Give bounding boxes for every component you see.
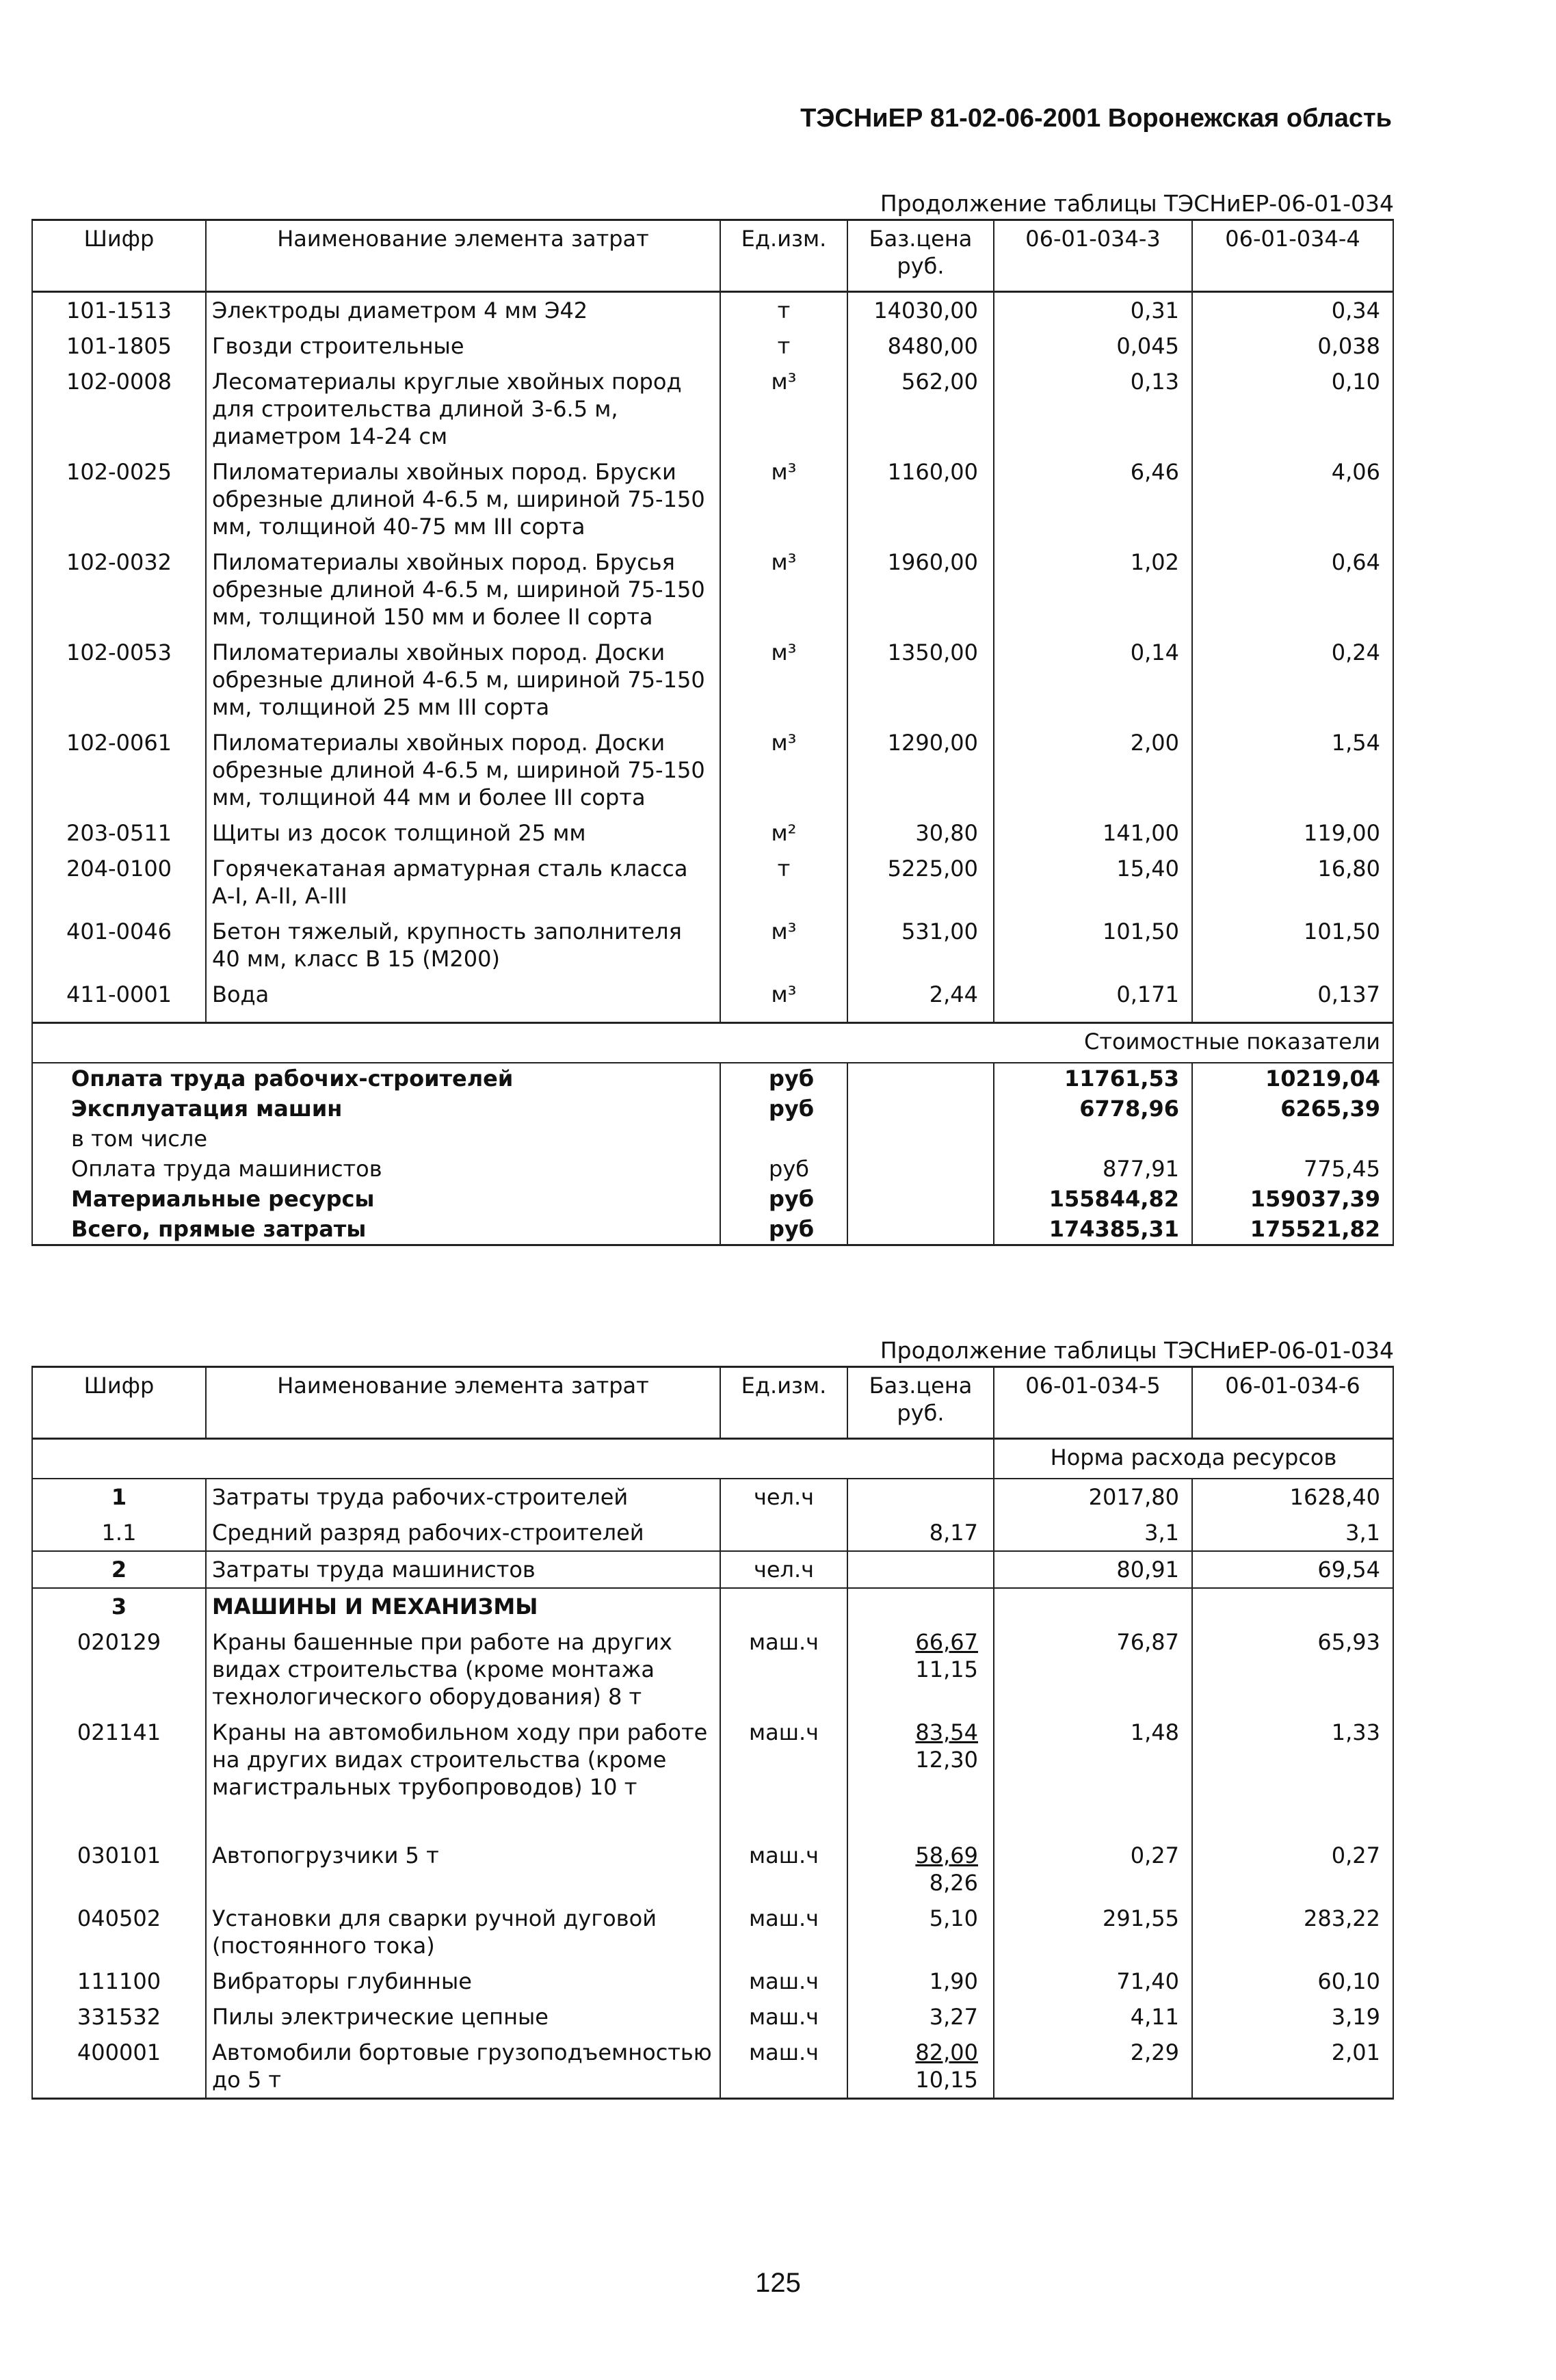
resources-section-label: Норма расхода ресурсов [994, 1439, 1393, 1479]
cost-unit: руб [720, 1094, 847, 1124]
norm-value: 1628,40 [1192, 1479, 1393, 1515]
table2-header-row [32, 1367, 1393, 1439]
norm-value [1192, 1588, 1393, 1624]
norm-value: 0,31 [994, 292, 1192, 329]
base-price: 1290,00 [847, 725, 994, 815]
table-row [32, 292, 1393, 329]
norm-value: 0,10 [1192, 364, 1393, 454]
base-price-value: 82,00 [915, 2039, 978, 2065]
resource-code: 204-0100 [32, 851, 206, 914]
norm-value: 0,24 [1192, 635, 1393, 725]
table-row [32, 1964, 1393, 1999]
table-row [32, 364, 1393, 454]
resource-unit: т [720, 851, 847, 914]
resource-name: Щиты из досок толщиной 25 мм [206, 815, 720, 851]
resource-unit: маш.ч [720, 1838, 847, 1901]
resource-unit: маш.ч [720, 1964, 847, 1999]
col-header-name: Наименование элемента затрат [206, 1367, 720, 1439]
resource-name: Краны на автомобильном ходу при работе на других видах строительства (кроме магистральных трубопроводов) 10 т [206, 1715, 720, 1838]
resource-name: Краны башенные при работе на других видах строительства (кроме монтажа технологического оборудования) 8 т [206, 1624, 720, 1715]
resource-unit: м² [720, 815, 847, 851]
operator-wage-value: 8,26 [929, 1870, 978, 1896]
resource-unit: маш.ч [720, 1624, 847, 1715]
resource-code: 1 [32, 1479, 206, 1515]
table-row [32, 1999, 1393, 2035]
resource-code: 2 [32, 1551, 206, 1588]
base-price-value: 5,10 [929, 1905, 978, 1931]
resources-table [31, 1366, 1394, 2100]
base-price-value: 83,54 [915, 1719, 978, 1745]
table-row [32, 977, 1393, 1023]
cost-value: 155844,82 [994, 1184, 1192, 1214]
base-price [847, 1551, 994, 1588]
resource-code: 021141 [32, 1715, 206, 1838]
norm-value: 1,33 [1192, 1715, 1393, 1838]
cost-row [32, 1063, 1393, 1094]
norm-value: 0,14 [994, 635, 1192, 725]
table-row [32, 328, 1393, 364]
resource-code: 1.1 [32, 1515, 206, 1551]
resource-name: Бетон тяжелый, крупность заполнителя 40 мм, класс В 15 (М200) [206, 914, 720, 977]
norm-value: 0,045 [994, 328, 1192, 364]
table-row [32, 851, 1393, 914]
resource-unit: маш.ч [720, 2035, 847, 2099]
resource-code: 020129 [32, 1624, 206, 1715]
cost-value: 6265,39 [1192, 1094, 1393, 1124]
resource-name: Пиломатериалы хвойных пород. Бруски обрезные длиной 4-6.5 м, шириной 75-150 мм, толщиной 40-75 мм III сорта [206, 454, 720, 544]
base-price-value: 66,67 [915, 1629, 978, 1655]
cost-value: 174385,31 [994, 1214, 1192, 1245]
norm-value: 4,06 [1192, 454, 1393, 544]
norm-value: 65,93 [1192, 1624, 1393, 1715]
table-row [32, 1479, 1393, 1515]
norm-value: 2,29 [994, 2035, 1192, 2099]
empty-cell [847, 1124, 994, 1154]
cost-section-row [32, 1023, 1393, 1063]
base-price [847, 1479, 994, 1515]
resource-unit: м³ [720, 914, 847, 977]
cost-value: 10219,04 [1192, 1063, 1393, 1094]
table1-caption: Продолжение таблицы ТЭСНиЕР-06-01-034 [880, 190, 1394, 217]
base-price-value: 58,69 [915, 1842, 978, 1868]
resource-name: Автомобили бортовые грузоподъемностью до 5 т [206, 2035, 720, 2099]
base-price [847, 1964, 994, 1999]
resource-unit: м³ [720, 364, 847, 454]
resource-unit: м³ [720, 635, 847, 725]
cost-unit: руб [720, 1214, 847, 1245]
norm-value: 0,27 [994, 1838, 1192, 1901]
empty-cell [847, 1094, 994, 1124]
cost-section-label: Стоимостные показатели [32, 1023, 1393, 1063]
cost-name: в том числе [32, 1124, 720, 1154]
empty-cell [847, 1063, 994, 1094]
resource-unit: маш.ч [720, 1999, 847, 2035]
resource-unit: маш.ч [720, 1715, 847, 1838]
base-price: 8480,00 [847, 328, 994, 364]
resource-name: Пиломатериалы хвойных пород. Доски обрезные длиной 4-6.5 м, шириной 75-150 мм, толщиной 25 мм III сорта [206, 635, 720, 725]
table-row [32, 454, 1393, 544]
base-price [847, 1515, 994, 1551]
base-price: 1350,00 [847, 635, 994, 725]
cost-unit: руб [720, 1063, 847, 1094]
resource-code: 111100 [32, 1964, 206, 1999]
resource-code: 411-0001 [32, 977, 206, 1023]
norm-value: 69,54 [1192, 1551, 1393, 1588]
norm-value: 1,48 [994, 1715, 1192, 1838]
norm-value: 283,22 [1192, 1901, 1393, 1964]
resource-unit: чел.ч [720, 1479, 847, 1515]
norm-value: 1,02 [994, 544, 1192, 635]
materials-table [31, 219, 1394, 1246]
resource-code: 401-0046 [32, 914, 206, 977]
cost-value [1192, 1124, 1393, 1154]
resource-code: 040502 [32, 1901, 206, 1964]
page-number: 125 [755, 2268, 801, 2298]
table-row [32, 1901, 1393, 1964]
cost-unit [720, 1124, 847, 1154]
cost-name: Оплата труда рабочих-строителей [32, 1063, 720, 1094]
operator-wage-value: 11,15 [915, 1656, 978, 1682]
resource-code: 3 [32, 1588, 206, 1624]
table-row [32, 1838, 1393, 1901]
resource-name: Установки для сварки ручной дуговой (постоянного тока) [206, 1901, 720, 1964]
col-header-norm-3: 06-01-034-3 [994, 220, 1192, 292]
empty-cell [847, 1154, 994, 1184]
col-header-price: Баз.цена руб. [847, 1367, 994, 1439]
norm-value: 119,00 [1192, 815, 1393, 851]
base-price: 14030,00 [847, 292, 994, 329]
resource-unit: м³ [720, 725, 847, 815]
cost-row [32, 1214, 1393, 1245]
table-row [32, 815, 1393, 851]
norm-value: 0,137 [1192, 977, 1393, 1023]
resource-name: Затраты труда машинистов [206, 1551, 720, 1588]
resource-code: 400001 [32, 2035, 206, 2099]
resources-section-row [32, 1439, 1393, 1479]
resource-code: 102-0032 [32, 544, 206, 635]
resource-name: МАШИНЫ И МЕХАНИЗМЫ [206, 1588, 720, 1624]
base-price: 1960,00 [847, 544, 994, 635]
norm-value: 3,1 [994, 1515, 1192, 1551]
table-row [32, 1624, 1393, 1715]
base-price [847, 1715, 994, 1838]
col-header-name: Наименование элемента затрат [206, 220, 720, 292]
empty-cell [847, 1184, 994, 1214]
norm-value: 15,40 [994, 851, 1192, 914]
resource-unit: м³ [720, 544, 847, 635]
empty-cell [847, 1214, 994, 1245]
norm-value: 80,91 [994, 1551, 1192, 1588]
norm-value: 0,038 [1192, 328, 1393, 364]
resource-unit [720, 1588, 847, 1624]
base-price: 1160,00 [847, 454, 994, 544]
norm-value: 0,27 [1192, 1838, 1393, 1901]
base-price [847, 2035, 994, 2099]
table1-header-row [32, 220, 1393, 292]
base-price [847, 1624, 994, 1715]
cost-value: 775,45 [1192, 1154, 1393, 1184]
norm-value [994, 1588, 1192, 1624]
table-row [32, 1515, 1393, 1551]
norm-value: 101,50 [994, 914, 1192, 977]
base-price-value: 1,90 [929, 1968, 978, 1994]
table-row [32, 1588, 1393, 1624]
cost-row [32, 1154, 1393, 1184]
col-header-norm-4: 06-01-034-4 [1192, 220, 1393, 292]
norm-value: 2017,80 [994, 1479, 1192, 1515]
cost-name: Оплата труда машинистов [32, 1154, 720, 1184]
col-header-code: Шифр [32, 220, 206, 292]
norm-value: 291,55 [994, 1901, 1192, 1964]
resource-code: 101-1805 [32, 328, 206, 364]
base-price: 5225,00 [847, 851, 994, 914]
table-row [32, 725, 1393, 815]
norm-value: 76,87 [994, 1624, 1192, 1715]
resource-code: 101-1513 [32, 292, 206, 329]
cost-row [32, 1094, 1393, 1124]
table-row [32, 544, 1393, 635]
resource-code: 203-0511 [32, 815, 206, 851]
resource-name: Вибраторы глубинные [206, 1964, 720, 1999]
cost-unit: руб [720, 1154, 847, 1184]
col-header-norm-5: 06-01-034-5 [994, 1367, 1192, 1439]
col-header-unit: Ед.изм. [720, 220, 847, 292]
norm-value: 0,34 [1192, 292, 1393, 329]
table-row [32, 914, 1393, 977]
table-row [32, 1715, 1393, 1838]
col-header-norm-6: 06-01-034-6 [1192, 1367, 1393, 1439]
resource-name: Пилы электрические цепные [206, 1999, 720, 2035]
resource-name: Затраты труда рабочих-строителей [206, 1479, 720, 1515]
norm-value: 3,1 [1192, 1515, 1393, 1551]
base-price-value: 8,17 [929, 1520, 978, 1546]
cost-value: 159037,39 [1192, 1184, 1393, 1214]
norm-value: 141,00 [994, 815, 1192, 851]
base-price [847, 1588, 994, 1624]
base-price [847, 1838, 994, 1901]
cost-unit: руб [720, 1184, 847, 1214]
base-price [847, 1999, 994, 2035]
resource-name: Гвозди строительные [206, 328, 720, 364]
resource-name: Автопогрузчики 5 т [206, 1838, 720, 1901]
resource-unit: т [720, 292, 847, 329]
resource-name: Средний разряд рабочих-строителей [206, 1515, 720, 1551]
base-price: 531,00 [847, 914, 994, 977]
cost-row [32, 1124, 1393, 1154]
norm-value: 0,64 [1192, 544, 1393, 635]
norm-value: 4,11 [994, 1999, 1192, 2035]
resource-code: 331532 [32, 1999, 206, 2035]
norm-value: 0,13 [994, 364, 1192, 454]
col-header-code: Шифр [32, 1367, 206, 1439]
cost-name: Всего, прямые затраты [32, 1214, 720, 1245]
cost-value [994, 1124, 1192, 1154]
cost-body [32, 1063, 1393, 1245]
resource-unit [720, 1515, 847, 1551]
norm-value: 2,01 [1192, 2035, 1393, 2099]
norm-value: 0,171 [994, 977, 1192, 1023]
norm-value: 3,19 [1192, 1999, 1393, 2035]
cost-value: 6778,96 [994, 1094, 1192, 1124]
cost-name: Эксплуатация машин [32, 1094, 720, 1124]
resource-unit: м³ [720, 454, 847, 544]
resource-name: Пиломатериалы хвойных пород. Доски обрезные длиной 4-6.5 м, шириной 75-150 мм, толщиной 44 мм и более III сорта [206, 725, 720, 815]
resource-name: Вода [206, 977, 720, 1023]
norm-value: 6,46 [994, 454, 1192, 544]
table-row [32, 635, 1393, 725]
resource-unit: маш.ч [720, 1901, 847, 1964]
cost-name: Материальные ресурсы [32, 1184, 720, 1214]
document-title: ТЭСНиЕР 81-02-06-2001 Воронежская область [800, 104, 1392, 133]
col-header-unit: Ед.изм. [720, 1367, 847, 1439]
resource-code: 102-0008 [32, 364, 206, 454]
resource-name: Горячекатаная арматурная сталь класса А-I, А-II, А-III [206, 851, 720, 914]
resource-name: Лесоматериалы круглые хвойных пород для строительства длиной 3-6.5 м, диаметром 14-24 см [206, 364, 720, 454]
table2-caption: Продолжение таблицы ТЭСНиЕР-06-01-034 [880, 1337, 1394, 1364]
resource-unit: м³ [720, 977, 847, 1023]
norm-value: 1,54 [1192, 725, 1393, 815]
table2-body [32, 1479, 1393, 2099]
cost-value: 11761,53 [994, 1063, 1192, 1094]
resource-name: Электроды диаметром 4 мм Э42 [206, 292, 720, 329]
col-header-price: Баз.цена руб. [847, 220, 994, 292]
operator-wage-value: 10,15 [915, 2067, 978, 2093]
cost-value: 877,91 [994, 1154, 1192, 1184]
resource-code: 030101 [32, 1838, 206, 1901]
table-row [32, 1551, 1393, 1588]
resource-unit: чел.ч [720, 1551, 847, 1588]
resource-name: Пиломатериалы хвойных пород. Брусья обрезные длиной 4-6.5 м, шириной 75-150 мм, толщиной 150 мм и более II сорта [206, 544, 720, 635]
base-price: 562,00 [847, 364, 994, 454]
base-price: 30,80 [847, 815, 994, 851]
base-price: 2,44 [847, 977, 994, 1023]
norm-value: 71,40 [994, 1964, 1192, 1999]
resource-unit: т [720, 328, 847, 364]
cost-value: 175521,82 [1192, 1214, 1393, 1245]
resource-code: 102-0053 [32, 635, 206, 725]
norm-value: 60,10 [1192, 1964, 1393, 1999]
table1-body [32, 292, 1393, 1023]
norm-value: 2,00 [994, 725, 1192, 815]
norm-value: 101,50 [1192, 914, 1393, 977]
resource-code: 102-0025 [32, 454, 206, 544]
resource-code: 102-0061 [32, 725, 206, 815]
cost-row [32, 1184, 1393, 1214]
table-row [32, 2035, 1393, 2099]
base-price [847, 1901, 994, 1964]
norm-value: 16,80 [1192, 851, 1393, 914]
base-price-value: 3,27 [929, 2004, 978, 2030]
operator-wage-value: 12,30 [915, 1747, 978, 1773]
